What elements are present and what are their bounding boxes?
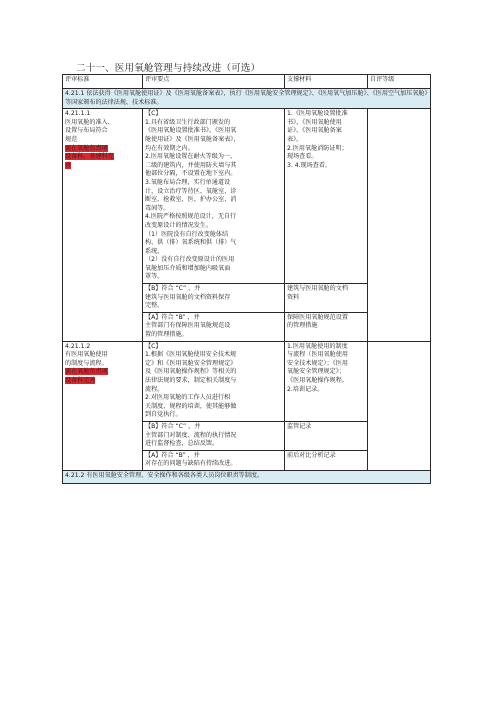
points-line: 改变原设计的情况发生。 bbox=[145, 221, 213, 229]
points-line: 1.根据《医用氧舱使用安全技术规 bbox=[145, 351, 237, 359]
points-line: 《医用氧舱设置批准书》、《医用氧 bbox=[145, 127, 237, 135]
header-standard: 评审标准 bbox=[63, 75, 143, 89]
materials-line: 书》、《医用氧舱使用 bbox=[287, 118, 342, 126]
points-line: 到自觉执行。 bbox=[145, 411, 182, 419]
materials-line: 的管理措施 bbox=[287, 322, 318, 330]
materials-line: 3. 4.现场查看。 bbox=[287, 161, 332, 169]
section-4-21-2: 4.21.2 有医用氧舱安全管理、安全操作和各级各类人员岗位职责等制度。 bbox=[63, 470, 431, 483]
points-line: 对存在的问题与缺陷有持续改进。 bbox=[145, 460, 237, 468]
standard-line: 设置与布局符合 bbox=[65, 127, 108, 135]
materials-cell bbox=[285, 109, 368, 284]
points-line: 主管部门对制度、流程的执行情况 bbox=[145, 431, 237, 439]
points-cell bbox=[143, 341, 285, 421]
points-line: 系统。 bbox=[145, 247, 164, 255]
materials-line: 《医用氧舱操作规程。 bbox=[287, 377, 348, 384]
materials-line: 监管记录 bbox=[287, 422, 312, 430]
materials-cell bbox=[285, 450, 368, 470]
points-cell bbox=[143, 284, 285, 313]
section-4-21-1: 4.21.1 依法获得《医用氧舱使用证》及《医用氧舱备案表》，执行《医用氧舱安全管理规定》、《医用氧气加压舱》、《医用空气加压氧舱》等国家颁布的法律法规、技术标准。 bbox=[63, 89, 431, 109]
standard-line: 的制度与流程。 bbox=[65, 359, 108, 367]
materials-line: 表》。 bbox=[287, 135, 303, 143]
points-line: 构、供（排）氧系统和供（排）气 bbox=[145, 239, 237, 247]
standard-cell bbox=[63, 341, 143, 470]
section-row bbox=[63, 470, 431, 483]
points-line: 【C】 bbox=[145, 110, 162, 118]
points-line: 2.对医用氧舱的工作人员进行相 bbox=[145, 394, 231, 402]
points-line: 二级的建筑内，并使用防火墙与其 bbox=[145, 161, 237, 169]
standard-line: 规范 bbox=[65, 135, 78, 143]
points-line: 舱使用证》及《医用氧舱备案表》， bbox=[145, 135, 240, 143]
materials-cell bbox=[285, 312, 368, 341]
points-cell bbox=[143, 450, 285, 470]
review-table bbox=[62, 74, 431, 484]
materials-line: 与流程（医用氧舱使用 bbox=[287, 351, 348, 359]
header-points: 评审要点 bbox=[143, 75, 285, 89]
table-row bbox=[63, 109, 431, 284]
materials-line: 氧舱安全管理规定》； bbox=[287, 368, 345, 376]
points-cell bbox=[143, 421, 285, 450]
points-line: （2）没有自行改变原设计的医用 bbox=[145, 256, 235, 264]
points-line: 【B】符合 “C” ，并 bbox=[145, 422, 201, 430]
points-line: 【A】符合 “B” ，并 bbox=[145, 451, 200, 459]
points-cell bbox=[143, 109, 285, 284]
standard-line: 4.21.1.2 bbox=[65, 342, 91, 350]
points-line: 主管部门有保障医用氧舱规范设 bbox=[145, 322, 231, 330]
header-materials: 支撑材料 bbox=[285, 75, 368, 89]
section-row bbox=[63, 89, 431, 109]
points-line: 4.医院严格按照规范设计，无自行 bbox=[145, 213, 237, 221]
table-row bbox=[63, 341, 431, 421]
points-line: 完整。 bbox=[145, 302, 164, 310]
highlight-note: 需在氧舱负责项 bbox=[65, 368, 108, 376]
points-line: 计，设立治疗等待区、氧舱室、诊 bbox=[145, 187, 237, 195]
materials-line: 1.《医用氧舱设置批准 bbox=[287, 110, 348, 118]
points-line: 罩等。 bbox=[145, 273, 164, 281]
materials-line: 2.培训记录。 bbox=[287, 385, 324, 393]
materials-line: 2.医用氧舱消防证明； bbox=[287, 144, 348, 152]
materials-line: 1.医用氧舱使用的制度 bbox=[287, 342, 348, 350]
points-line: 【B】符合 “C” ，并 bbox=[145, 285, 201, 293]
highlight-note: 设备科、基建科完 bbox=[65, 153, 114, 161]
points-line: （1）医院没有自行改变舱体结 bbox=[145, 230, 229, 238]
materials-line: 安全技术规定）；《医用 bbox=[287, 359, 348, 367]
page-title: 二十一、医用氧舱管理与持续改进（可选） bbox=[76, 63, 261, 74]
points-line: 关制度、规程的培训，使其能够做 bbox=[145, 402, 237, 410]
standard-line: 有医用氧舱使用 bbox=[65, 351, 108, 359]
points-line: 他部位分隔，不设置在地下室内。 bbox=[145, 170, 237, 178]
header-row bbox=[63, 75, 431, 89]
materials-cell bbox=[285, 341, 368, 421]
materials-cell bbox=[285, 421, 368, 450]
standard-line: 医用氧舱的准入、 bbox=[65, 118, 114, 126]
materials-cell bbox=[285, 284, 368, 313]
materials-line: 建筑与医用氧舱的文档 bbox=[287, 285, 348, 293]
points-line: 3.氧舱布局合理，实行单通道设 bbox=[145, 178, 231, 186]
materials-line: 资料 bbox=[287, 293, 300, 301]
highlight-note: 需在氧舱负责项 bbox=[65, 144, 108, 152]
points-line: 毒间等。 bbox=[145, 204, 170, 212]
materials-line: 保障医用氧舱规范设置 bbox=[287, 313, 348, 321]
points-line: 【C】 bbox=[145, 342, 162, 350]
points-line: 置的管理措施。 bbox=[145, 331, 188, 339]
points-line: 【A】符合 “B” ，并 bbox=[145, 313, 200, 321]
points-line: 进行监督检查，总结反馈。 bbox=[145, 440, 219, 448]
points-line: 定》和《医用氧舱安全管理规定》 bbox=[145, 359, 237, 367]
highlight-note: 设备科完善 bbox=[65, 377, 96, 384]
standard-cell bbox=[63, 109, 143, 341]
materials-line: 证》、《医用氧舱备案 bbox=[287, 127, 342, 135]
points-cell bbox=[143, 312, 285, 341]
points-line: 2.医用氧舱设置在耐火等级为一、 bbox=[145, 153, 237, 161]
points-line: 法律法规的要求，制定相关制度与 bbox=[145, 377, 237, 384]
points-line: 均在有效期之内。 bbox=[145, 144, 194, 152]
points-line: 及《医用氧舱操作规程》等相关的 bbox=[145, 368, 237, 376]
highlight-note: 善 bbox=[65, 161, 72, 169]
standard-line: 4.21.1.1 bbox=[65, 110, 91, 118]
points-line: 1.具有省级卫生行政部门颁发的 bbox=[145, 118, 231, 126]
points-line: 建筑与医用氧舱的文档资料保存 bbox=[145, 293, 231, 301]
grade-cell[interactable] bbox=[368, 341, 431, 470]
points-line: 流程。 bbox=[145, 385, 164, 393]
header-grade: 自评等级 bbox=[368, 75, 431, 89]
materials-line: 现场查看。 bbox=[287, 153, 318, 161]
grade-cell[interactable] bbox=[368, 109, 431, 341]
points-line: 断室、抢救室、医、护办公室、消 bbox=[145, 196, 237, 204]
materials-line: 前后对比分析记录 bbox=[287, 451, 336, 459]
points-line: 氧舱加压介质和增加舱内吸氧面 bbox=[145, 264, 231, 272]
